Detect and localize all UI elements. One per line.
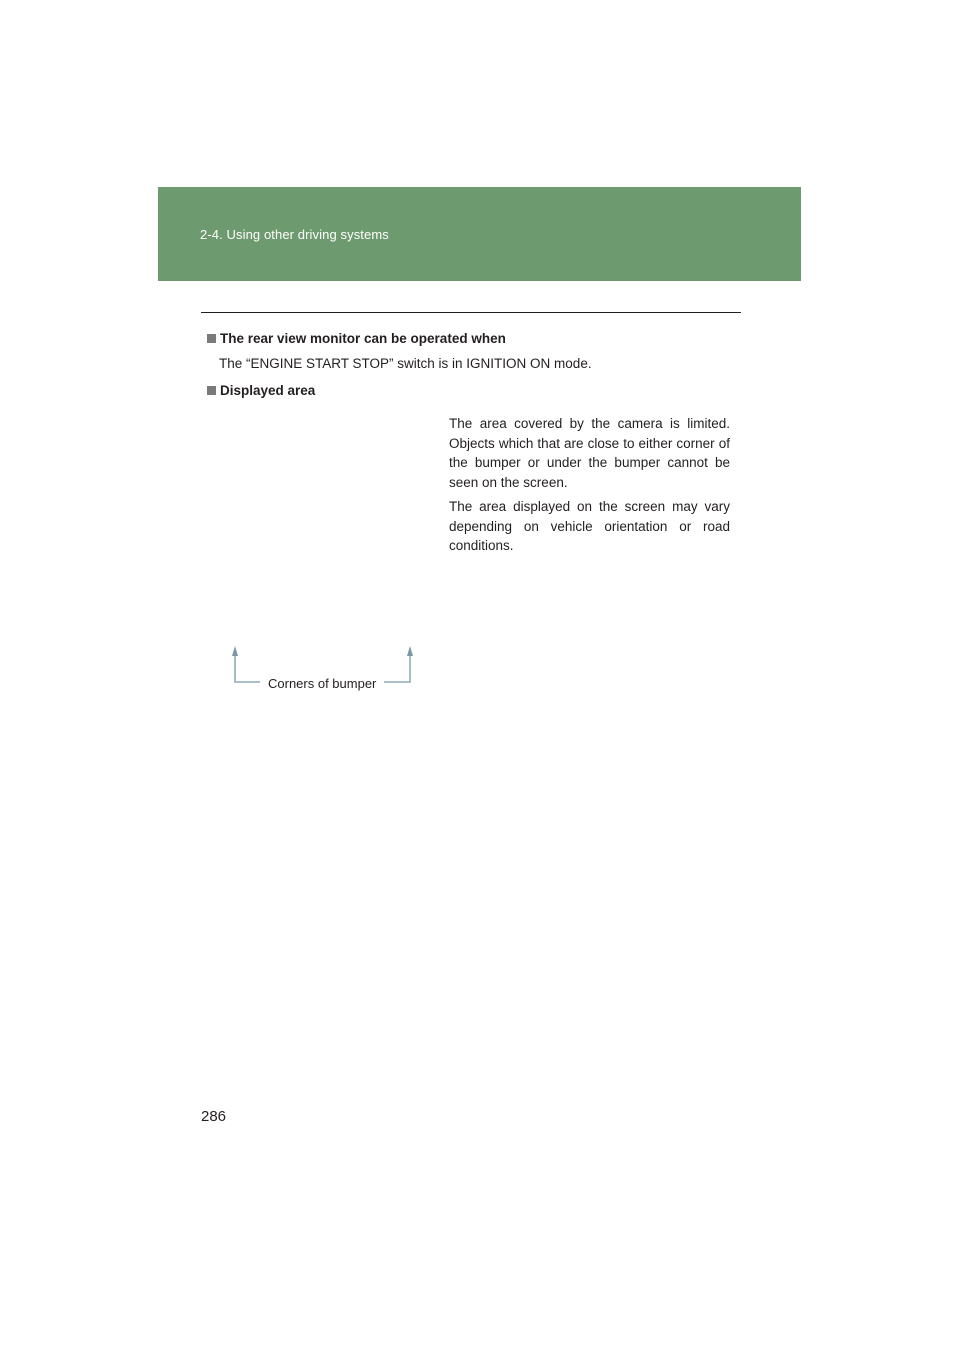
heading-displayed-area bbox=[207, 383, 315, 398]
heading-operating-condition-text: The rear view monitor can be operated when bbox=[220, 331, 506, 346]
divider-rule bbox=[201, 312, 741, 313]
callout-arrows-icon bbox=[226, 640, 422, 700]
section-title: 2-4. Using other driving systems bbox=[200, 227, 389, 242]
callout-label: Corners of bumper bbox=[268, 676, 377, 691]
bumper-corners-callout bbox=[226, 640, 422, 700]
camera-limit-paragraph: The area covered by the camera is limited. Objects which that are close to either corner of the bumper or under the bumper cannot be seen on the screen. bbox=[449, 416, 730, 490]
display-variation-paragraph: The area displayed on the screen may vary depending on vehicle orientation or road conditions. bbox=[449, 499, 730, 553]
square-bullet-icon bbox=[207, 386, 216, 395]
heading-displayed-area-text: Displayed area bbox=[220, 383, 316, 398]
page-number: 286 bbox=[201, 1108, 227, 1125]
operating-condition-text: The “ENGINE START STOP” switch is in IGNITION ON mode. bbox=[219, 356, 592, 371]
square-bullet-icon bbox=[207, 334, 216, 343]
heading-operating-condition bbox=[207, 331, 506, 346]
